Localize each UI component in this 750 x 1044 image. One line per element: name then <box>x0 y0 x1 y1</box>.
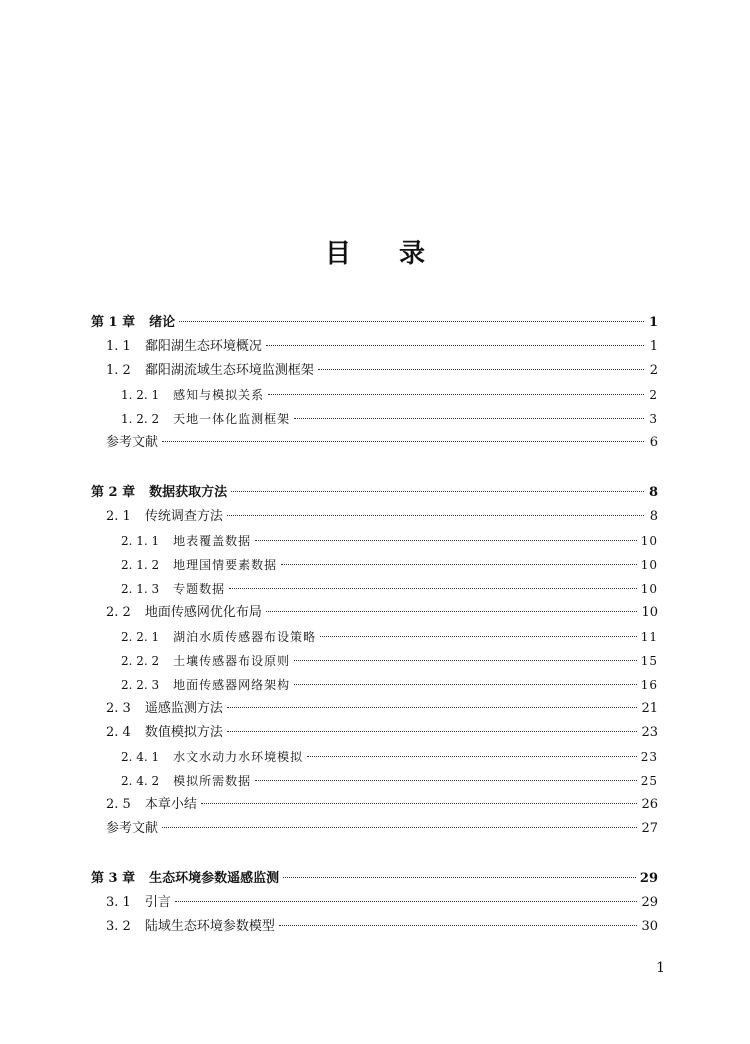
dot-leader <box>231 491 644 492</box>
dot-leader <box>279 925 638 926</box>
toc-section-2-3[interactable] <box>106 699 658 719</box>
toc-page: 10 <box>641 605 658 620</box>
toc-section-1-2[interactable] <box>106 361 658 381</box>
toc-title: 感知与模拟关系 <box>173 388 265 402</box>
toc-page: 23 <box>641 725 658 740</box>
toc-number: 2. 1. 3 <box>121 582 160 596</box>
dot-leader <box>162 441 644 442</box>
toc-title: 湖泊水质传感器布设策略 <box>173 630 317 644</box>
toc-number: 1. 2. 2 <box>121 412 160 426</box>
toc-title: 水文水动力水环境模拟 <box>173 750 304 764</box>
toc-section-3-1[interactable] <box>106 893 658 913</box>
toc-number: 2. 4. 1 <box>121 750 160 764</box>
toc-subsection-1-2-2[interactable] <box>121 409 658 429</box>
toc-page: 25 <box>640 774 658 788</box>
toc-title: 数值模拟方法 <box>144 725 223 740</box>
toc-title: 土壤传感器布设原则 <box>173 654 291 668</box>
dot-leader <box>268 394 644 395</box>
dot-leader <box>227 515 644 516</box>
toc-number: 3. 2 <box>106 919 131 934</box>
dot-leader <box>255 540 637 541</box>
toc-page: 1 <box>648 315 658 330</box>
toc-title: 鄱阳湖生态环境概况 <box>144 339 262 354</box>
dot-leader <box>294 684 637 685</box>
toc-title: 传统调查方法 <box>144 509 223 524</box>
dot-leader <box>294 660 637 661</box>
dot-leader <box>307 756 637 757</box>
toc-page: 8 <box>649 509 658 524</box>
toc-title: 引言 <box>144 895 171 910</box>
toc-page: 10 <box>640 534 658 548</box>
dot-leader <box>320 636 637 637</box>
toc-page: 8 <box>648 485 658 500</box>
toc-title: 参考文献 <box>106 435 159 450</box>
toc-subsection-2-2-1[interactable] <box>121 627 658 647</box>
toc-page: 27 <box>641 821 658 836</box>
toc-page: 16 <box>640 678 658 692</box>
toc-page: 1 <box>649 339 658 354</box>
toc-section-2-5[interactable] <box>106 795 658 815</box>
dot-leader <box>255 780 637 781</box>
toc-number: 第 3 章 <box>91 871 136 886</box>
toc-page: 2 <box>649 363 658 378</box>
toc-title: 天地一体化监测框架 <box>173 412 291 426</box>
toc-page: 29 <box>639 871 658 886</box>
toc-title: 陆域生态环境参数模型 <box>144 919 275 934</box>
toc-title: 遥感监测方法 <box>144 701 223 716</box>
toc-subsection-2-2-3[interactable] <box>121 675 658 695</box>
toc-chapter-2[interactable] <box>91 483 658 503</box>
toc-page: 10 <box>640 582 658 596</box>
toc-subsection-2-1-3[interactable] <box>121 579 658 599</box>
toc-page: 23 <box>640 750 658 764</box>
toc-number: 2. 1 <box>106 509 131 524</box>
toc-chapter-1[interactable] <box>91 313 658 333</box>
toc-number: 1. 1 <box>106 339 131 354</box>
toc-title: 本章小结 <box>144 797 197 812</box>
dot-leader <box>266 611 638 612</box>
dot-leader <box>283 877 636 878</box>
dot-leader <box>227 731 638 732</box>
toc-number: 第 1 章 <box>91 315 136 330</box>
title-char-1: 目 <box>324 239 351 269</box>
toc-title: 数据获取方法 <box>149 485 228 500</box>
toc-title: 绪论 <box>149 315 176 330</box>
dot-leader <box>175 901 638 902</box>
page-title <box>0 233 750 270</box>
toc-number: 2. 5 <box>106 797 131 812</box>
dot-leader <box>227 707 638 708</box>
toc-number: 2. 1. 2 <box>121 558 160 572</box>
toc-subsection-2-1-2[interactable] <box>121 555 658 575</box>
dot-leader <box>281 564 637 565</box>
dot-leader <box>318 369 644 370</box>
toc-number: 2. 2. 2 <box>121 654 160 668</box>
toc-chapter-3[interactable] <box>91 869 658 889</box>
toc-page: 30 <box>641 919 658 934</box>
toc-subsection-2-2-2[interactable] <box>121 651 658 671</box>
toc-section-2-4[interactable] <box>106 723 658 743</box>
title-char-2: 录 <box>399 239 426 269</box>
dot-leader <box>179 321 644 322</box>
toc-subsection-2-4-2[interactable] <box>121 771 658 791</box>
dot-leader <box>229 588 637 589</box>
toc-title: 地面传感器网络架构 <box>173 678 291 692</box>
toc-number: 2. 2 <box>106 605 131 620</box>
toc-section-2-2[interactable] <box>106 603 658 623</box>
toc-number: 2. 2. 3 <box>121 678 160 692</box>
toc-page: 21 <box>641 701 658 716</box>
toc-number: 1. 2. 1 <box>121 388 160 402</box>
toc-subsection-1-2-1[interactable] <box>121 385 658 405</box>
toc-number: 1. 2 <box>106 363 131 378</box>
toc-page: 26 <box>641 797 658 812</box>
toc-title: 地表覆盖数据 <box>173 534 252 548</box>
dot-leader <box>201 803 638 804</box>
toc-number: 3. 1 <box>106 895 131 910</box>
dot-leader <box>294 418 644 419</box>
toc-page: 11 <box>640 630 658 644</box>
toc-title: 参考文献 <box>106 821 159 836</box>
toc-page: 10 <box>640 558 658 572</box>
dot-leader <box>162 827 637 828</box>
toc-page: 15 <box>640 654 658 668</box>
toc-title: 地面传感网优化布局 <box>144 605 262 620</box>
page-number: 1 <box>656 960 665 976</box>
toc-title: 模拟所需数据 <box>173 774 252 788</box>
toc-title: 地理国情要素数据 <box>173 558 278 572</box>
toc-section-2-1[interactable] <box>106 507 658 527</box>
toc-number: 2. 2. 1 <box>121 630 160 644</box>
toc-page: 29 <box>641 895 658 910</box>
toc-title: 鄱阳湖流域生态环境监测框架 <box>144 363 314 378</box>
toc-number: 2. 4. 2 <box>121 774 160 788</box>
toc-page: 2 <box>649 388 658 402</box>
toc-subsection-2-1-1[interactable] <box>121 531 658 551</box>
toc-subsection-2-4-1[interactable] <box>121 747 658 767</box>
toc-references-ch2[interactable] <box>106 819 658 839</box>
toc-section-3-2[interactable] <box>106 917 658 937</box>
toc-references-ch1[interactable] <box>106 433 658 453</box>
toc-number: 2. 1. 1 <box>121 534 160 548</box>
toc-page: 3 <box>649 412 658 426</box>
toc-section-1-1[interactable] <box>106 337 658 357</box>
toc-title: 生态环境参数遥感监测 <box>149 871 280 886</box>
dot-leader <box>266 345 644 346</box>
toc-number: 第 2 章 <box>91 485 136 500</box>
toc-number: 2. 3 <box>106 701 131 716</box>
toc-page: 6 <box>649 435 658 450</box>
toc-title: 专题数据 <box>173 582 226 596</box>
toc-number: 2. 4 <box>106 725 131 740</box>
